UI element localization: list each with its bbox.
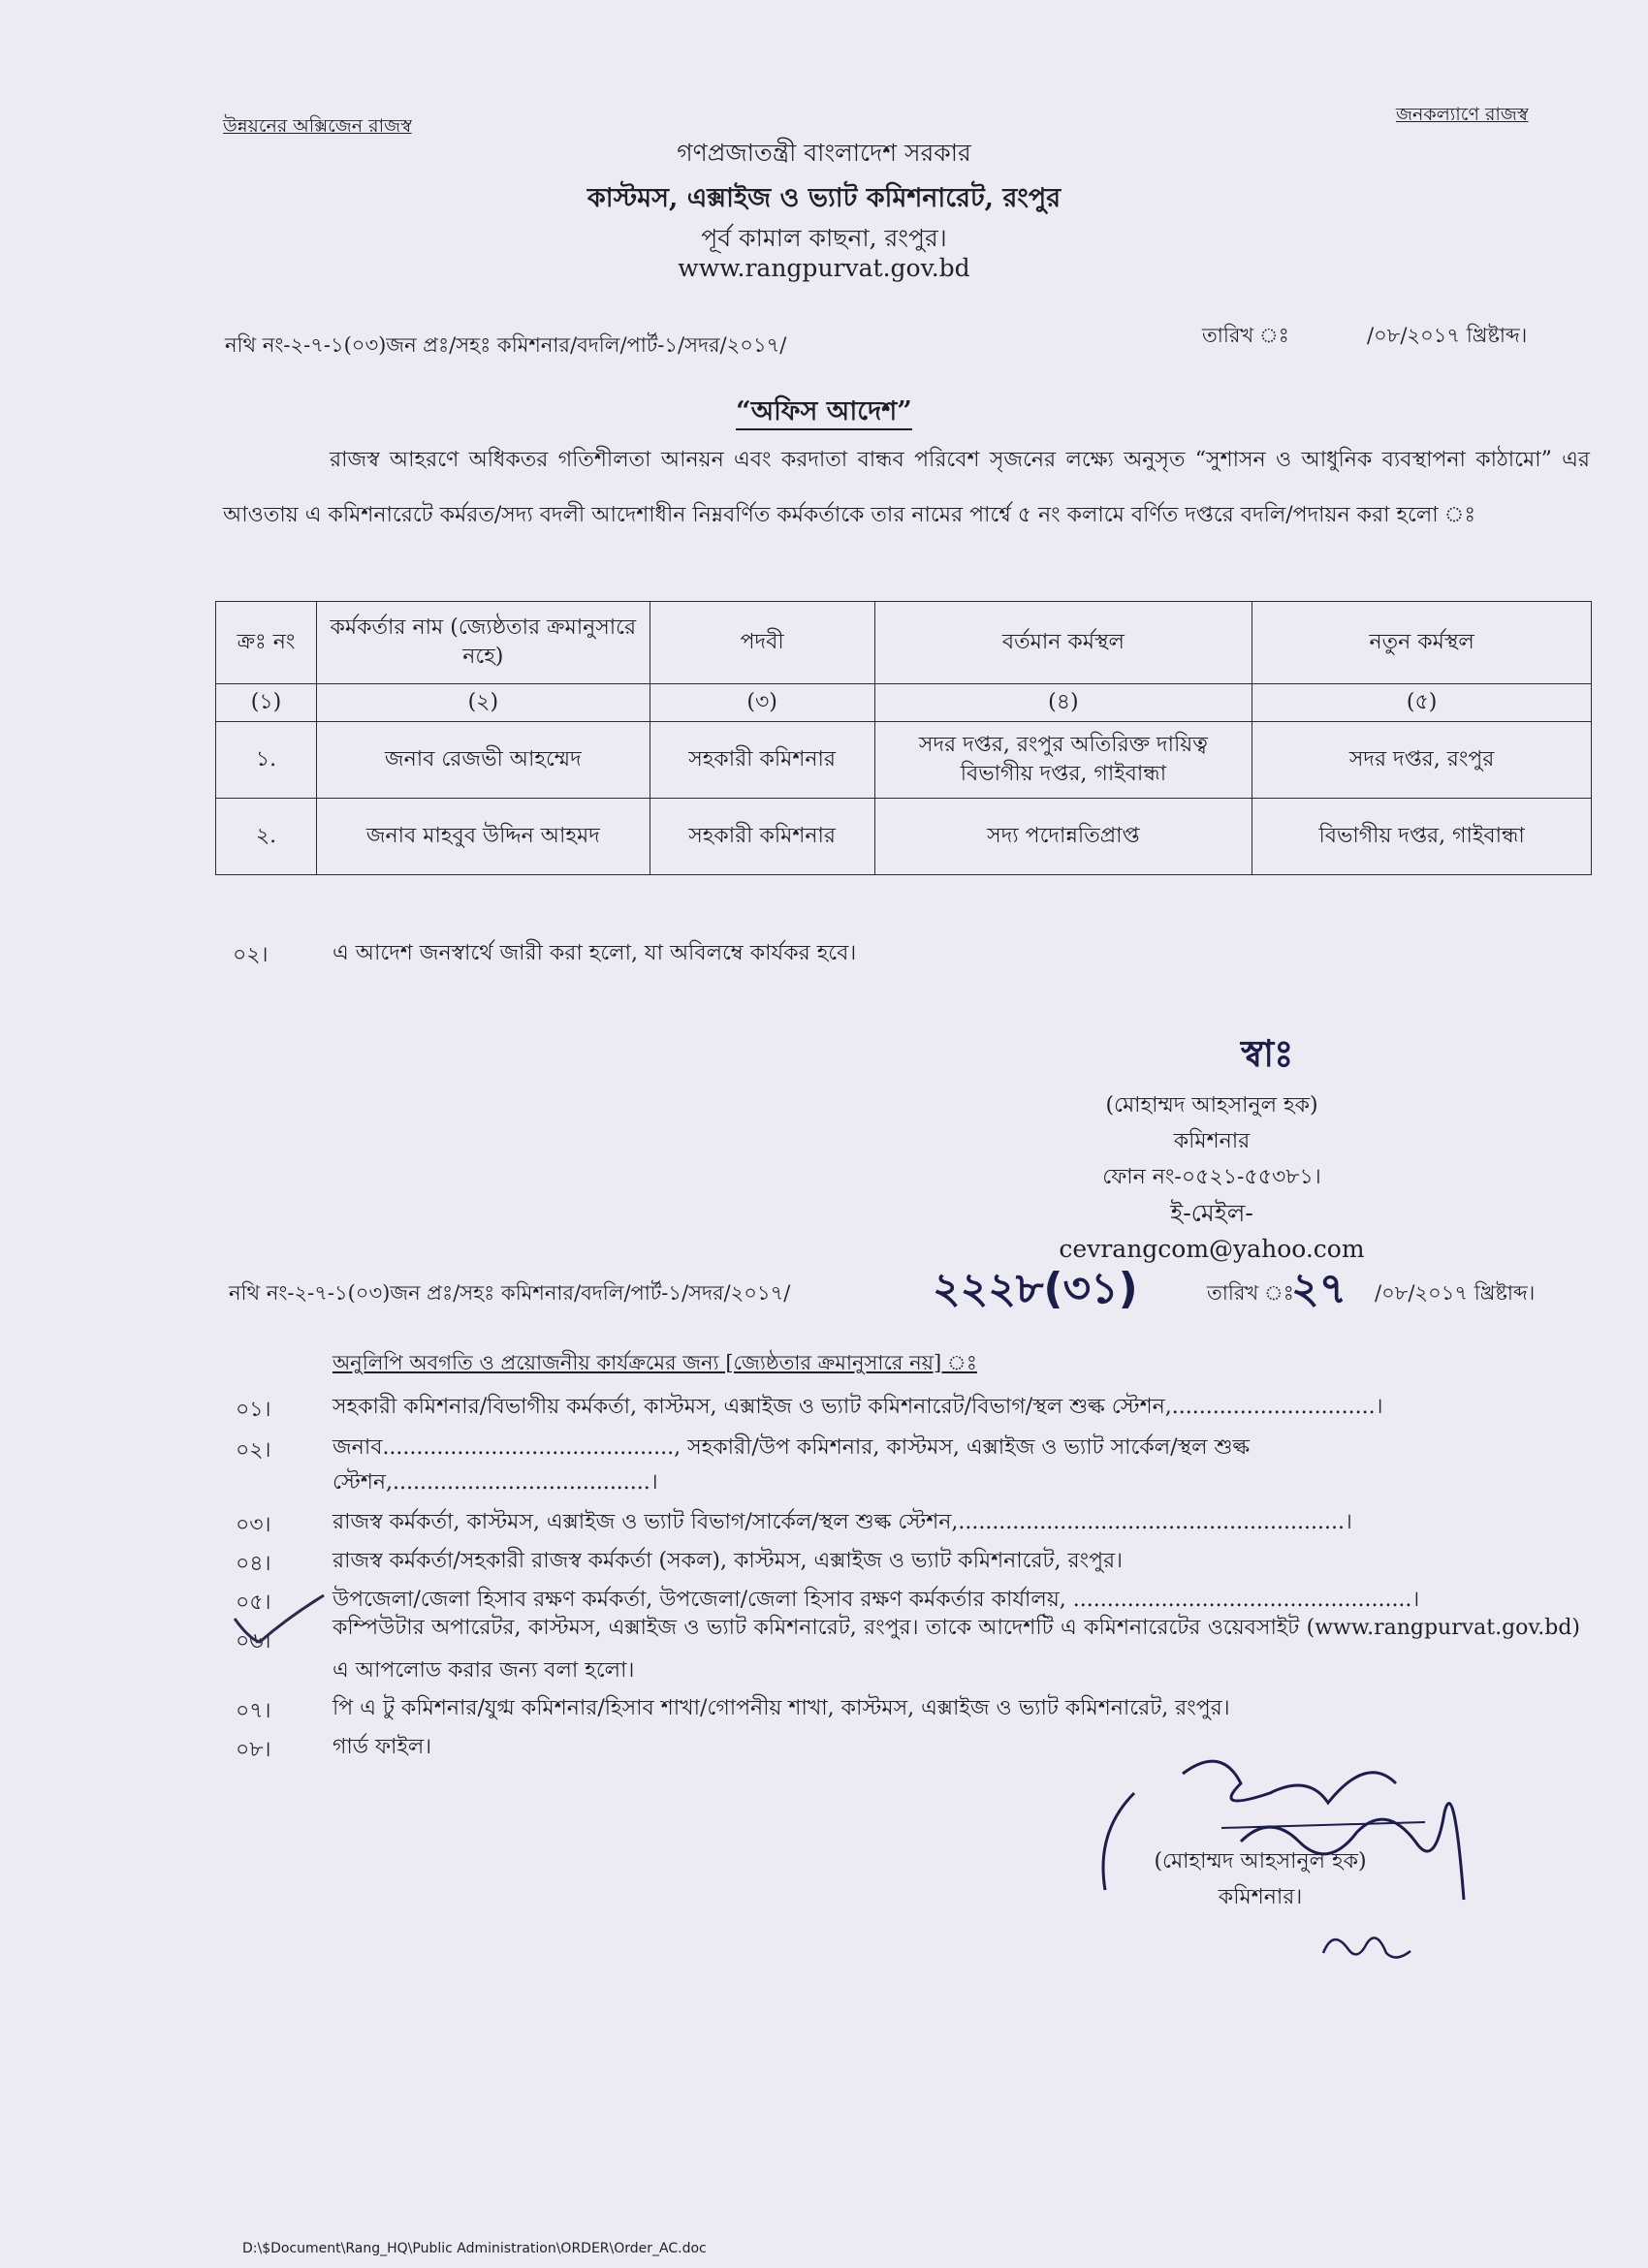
date-value-2: /০৮/২০১৭ খ্রিষ্টাব্দ। (1375, 1281, 1536, 1305)
initials-icon (1314, 1924, 1420, 1972)
designation-cell: সহকারী কমিশনার (650, 722, 874, 799)
table-row (216, 799, 1592, 875)
serial-cell: ২. (216, 799, 317, 875)
date-value: /০৮/২০১৭ খ্রিষ্টাব্দ। (1367, 324, 1528, 347)
memo-number-2: নথি নং-২-৭-১(০৩)জন প্রঃ/সহঃ কমিশনার/বদলি/পার্ট-১/সদর/২০১৭/ (229, 1281, 791, 1305)
column-number: (৫) (1252, 684, 1592, 722)
new-posting-cell: সদর দপ্তর, রংপুর (1252, 722, 1592, 799)
name-cell: জনাব মাহবুব উদ্দিন আহমদ (316, 799, 650, 875)
file-path-footer: D:\$Document\Rang_HQ\Public Administration\ORDER\Order_AC.doc (242, 2241, 707, 2256)
distribution-item-number: ০৬। (236, 1629, 271, 1654)
office-address: পূর্ব কামাল কাছনা, রংপুর। (701, 224, 947, 252)
motto-left: উন্নয়নের অক্সিজেন রাজস্ব (223, 115, 412, 137)
distribution-item-number: ০৩। (236, 1513, 271, 1537)
order-title (0, 392, 1648, 435)
office-website: www.rangpurvat.gov.bd (678, 254, 970, 282)
signatory-email: ই-মেইল-cevrangcom@yahoo.com (1059, 1199, 1365, 1263)
column-number: (৪) (874, 684, 1252, 722)
distribution-item-number: ০৪। (236, 1552, 271, 1576)
table-header-cell: পদবী (650, 602, 874, 684)
table-column-number-row (216, 684, 1592, 722)
distribution-item-text: গার্ড ফাইল। (333, 1735, 432, 1759)
distribution-item-text: জনাব..........................................., সহকারী/উপ কমিশনার, কাস্টমস, এক্সাইজ ও ভ্যাট সার্কেল/স্থল শুল্ক স্টেশন,......................................। (333, 1435, 1251, 1495)
distribution-title: অনুলিপি অবগতি ও প্রয়োজনীয় কার্যক্রমের জন্য [জ্যেষ্ঠতার ক্রমানুসারে নয়] ঃ (333, 1351, 977, 1374)
order-title-text: “অফিস আদেশ” (736, 396, 912, 430)
distribution-item-text: পি এ টু কমিশনার/যুগ্ম কমিশনার/হিসাব শাখা/গোপনীয় শাখা, কাস্টমস, এক্সাইজ ও ভ্যাট কমিশনারেট, রংপুর। (333, 1696, 1230, 1720)
memo-number: নথি নং-২-৭-১(০৩)জন প্রঃ/সহঃ কমিশনার/বদলি/পার্ট-১/সদর/২০১৭/ (225, 333, 787, 357)
clause2-number: ০২। (233, 943, 269, 967)
signature-block-1 (1018, 1087, 1406, 1267)
column-number: (৩) (650, 684, 874, 722)
table-header-cell: ক্রঃ নং (216, 602, 317, 684)
table-header-cell: কর্মকর্তার নাম (জ্যেষ্ঠতার ক্রমানুসারে নহে) (316, 602, 650, 684)
distribution-item-text: সহকারী কমিশনার/বিভাগীয় কর্মকর্তা, কাস্টমস, এক্সাইজ ও ভ্যাট কমিশনারেট/বিভাগ/স্থল শুল্ক স্টেশন,..............................। (333, 1395, 1383, 1419)
name-cell: জনাব রেজভী আহম্মেদ (316, 722, 650, 799)
date-handwritten-day: ২৭ (1291, 1264, 1347, 1313)
distribution-item-number: ০১। (236, 1398, 271, 1422)
date-label: তারিখ ঃ (1202, 324, 1289, 347)
table-header-row (216, 602, 1592, 684)
distribution-item-text: উপজেলা/জেলা হিসাব রক্ষণ কর্মকর্তা, উপজেলা/জেলা হিসাব রক্ষণ কর্মকর্তার কার্যালয়, ..................................................। (333, 1588, 1420, 1612)
table-row (216, 722, 1592, 799)
intro-paragraph-text: রাজস্ব আহরণে অধিকতর গতিশীলতা আনয়ন এবং করদাতা বান্ধব পরিবেশ সৃজনের লক্ষ্যে অনুসৃত “সুশাসন ও আধুনিক ব্যবস্থাপনা কাঠামো” এর আওতায় এ কমিশনারেটে কর্মরত/সদ্য বদলী আদেশাধীন নিম্নবর্ণিত কর্মকর্তাকে তার নামের পার্শ্বে ৫ নং কলামে বর্ণিত দপ্তরে বদলি/পদায়ন করা হলো ঃ (223, 448, 1590, 527)
signatory-title: কমিশনার (1173, 1129, 1251, 1153)
signature-block-2 (1086, 1843, 1435, 1915)
distribution-item-number: ০৭। (236, 1699, 271, 1723)
distribution-item-text: রাজস্ব কর্মকর্তা/সহকারী রাজস্ব কর্মকর্তা (সকল), কাস্টমস, এক্সাইজ ও ভ্যাট কমিশনারেট, রংপুর। (333, 1549, 1123, 1573)
distribution-item-number: ০৮। (236, 1738, 271, 1762)
posting-table (215, 601, 1592, 875)
signatory-phone: ফোন নং-০৫২১-৫৫৩৮১। (1102, 1165, 1321, 1189)
table-header-cell: বর্তমান কর্মস্থল (874, 602, 1252, 684)
signatory-name: (মোহাম্মদ আহসানুল হক) (1105, 1093, 1318, 1118)
signatory-name-2: (মোহাম্মদ আহসানুল হক) (1154, 1849, 1367, 1874)
designation-cell: সহকারী কমিশনার (650, 799, 874, 875)
checkmark-icon (231, 1590, 328, 1648)
intro-paragraph (223, 432, 1590, 543)
signature-mark: স্বাঃ (1241, 1032, 1294, 1075)
column-number: (২) (316, 684, 650, 722)
new-posting-cell: বিভাগীয় দপ্তর, গাইবান্ধা (1252, 799, 1592, 875)
office-name: কাস্টমস, এক্সাইজ ও ভ্যাট কমিশনারেট, রংপুর (586, 183, 1062, 213)
distribution-item-text: কম্পিউটার অপারেটর, কাস্টমস, এক্সাইজ ও ভ্যাট কমিশনারেট, রংপুর। তাকে আদেশটি এ কমিশনারেটের ওয়েবসাইট (www.rangpurvat.gov.bd) এ আপলোড করার জন্য বলা হলো। (333, 1616, 1580, 1683)
current-posting-cell: সদ্য পদোন্নতিপ্রাপ্ত (874, 799, 1252, 875)
distribution-item-number: ০৫। (236, 1591, 271, 1615)
current-posting-cell: সদর দপ্তর, রংপুর অতিরিক্ত দায়িত্ব বিভাগীয় দপ্তর, গাইবান্ধা (874, 722, 1252, 799)
clause2-text: এ আদেশ জনস্বার্থে জারী করা হলো, যা অবিলম্বে কার্যকর হবে। (333, 941, 857, 965)
memo-handwritten-number: ২২২৮(৩১) (933, 1264, 1138, 1313)
signatory-title-2: কমিশনার। (1218, 1885, 1303, 1909)
distribution-item-text: রাজস্ব কর্মকর্তা, কাস্টমস, এক্সাইজ ও ভ্যাট বিভাগ/সার্কেল/স্থল শুল্ক স্টেশন,.........................................................। (333, 1510, 1352, 1534)
government-name: গণপ্রজাতন্ত্রী বাংলাদেশ সরকার (677, 139, 971, 167)
serial-cell: ১. (216, 722, 317, 799)
date-label-2: তারিখ ঃ (1207, 1281, 1294, 1305)
table-header-cell: নতুন কর্মস্থল (1252, 602, 1592, 684)
motto-right: জনকল্যাণে রাজস্ব (1396, 104, 1529, 125)
column-number: (১) (216, 684, 317, 722)
distribution-item-number: ০২। (236, 1438, 271, 1463)
